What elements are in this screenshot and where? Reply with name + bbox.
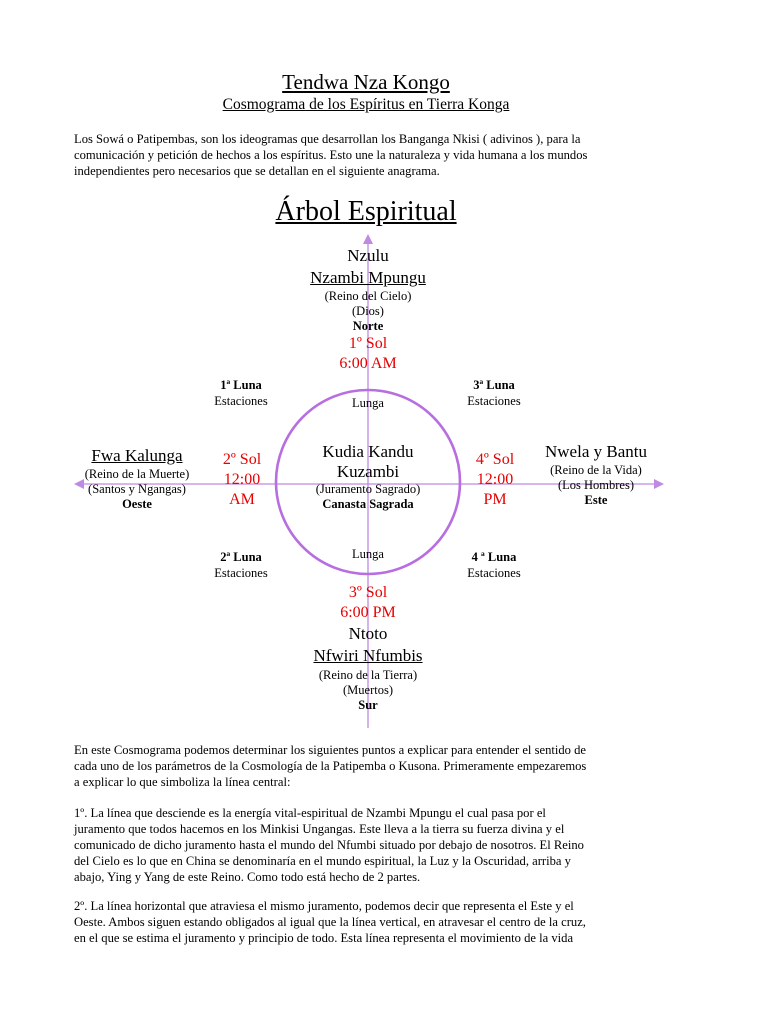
intro-line: comunicación y petición de hechos a los espíritus. Esto une la naturaleza y vida humana a los mundos [74,148,588,162]
body-line: Oeste. Ambos siguen estando obligados al igual que la línea vertical, en atravesar el centro de la cruz, [74,915,586,929]
east-realm-name: Nwela y Bantu [545,442,647,461]
body-line: cada uno de los parámetros de la Cosmología de la Patipemba o Kusona. Primeramente empezaremos [74,759,587,773]
south-sol: 3º Sol [348,584,388,601]
south-direction: Sur [358,698,378,712]
body-line: en el que se estima el juramento y principio de todo. Esta línea representa el movimiento de la vida [74,931,574,945]
page-title: Tendwa Nza Kongo [282,70,450,94]
east-block [545,442,647,508]
south-time: 6:00 PM [340,604,396,621]
body-line: abajo, Ying y Yang de este Reino. Como todo está hecho de 2 partes. [74,870,421,884]
diagram-title: Árbol Espiritual [275,196,457,227]
moon-label: 2ª Luna [220,550,262,564]
seasons-label: Estaciones [467,566,521,580]
south-realm: (Reino de la Tierra) [318,668,418,682]
south-sub: (Muertos) [342,683,393,697]
body-line: juramento que todos hacemos en los Minkisi Ungangas. Este lleva a la tierra su fuerza divina y el [74,822,565,836]
intro-line: Los Sowá o Patipembas, son los ideogramas que desarrollan los Banganga Nkisi ( adivinos ), para la [74,132,581,146]
body-line: 2º. La línea horizontal que atraviesa el mismo juramento, podemos decir que representa el Este y el [74,899,574,913]
west-realm-name: Fwa Kalunga [91,446,183,465]
west-sub: (Santos y Ngangas) [88,482,186,496]
moon-label: 4 ª Luna [471,550,517,564]
west-sol-block [223,450,261,510]
moon-label: 3ª Luna [473,378,515,392]
center-block [316,442,420,512]
north-name: Nzulu [347,246,389,265]
south-block [313,583,422,713]
page-subtitle: Cosmograma de los Espíritus en Tierra Konga [222,96,510,113]
body-line: comunicado de dicho juramento hasta el mundo del Nfumbi situado por debajo de nosotros. El Reino [74,838,584,852]
east-time1: 12:00 [476,471,514,488]
south-name: Ntoto [348,624,388,643]
center-line4: Canasta Sagrada [322,497,414,511]
lunga-bottom-label: Lunga [352,547,384,561]
body-paragraph-3 [74,898,658,946]
body-line: 1º. La línea que desciende es la energía vital-espiritual de Nzambi Mpungu el cual pasa por el [74,806,546,820]
center-line1: Kudia Kandu [322,442,414,461]
moon-se [467,549,520,581]
body-paragraph-1 [74,742,658,790]
east-realm: (Reino de la Vida) [550,463,642,477]
west-time1: 12:00 [223,471,261,488]
east-direction: Este [584,493,608,507]
intro-line: independientes pero necesarios que se detallan en el siguiente anagrama. [74,164,440,178]
north-sub: (Dios) [352,304,384,318]
moon-ne [467,377,520,409]
south-realm-name: Nfwiri Nfumbis [313,646,423,665]
body-line: del Cielo es lo que en China se denominaría en el mundo espiritual, la Luz y la Oscuridad, arriba y [74,854,571,868]
lunga-top-label: Lunga [352,396,384,410]
east-sub: (Los Hombres) [557,478,635,492]
north-sol: 1º Sol [348,335,388,352]
north-realm: (Reino del Cielo) [324,289,412,303]
east-sol: 4º Sol [475,451,515,468]
moon-label: 1ª Luna [220,378,262,392]
west-block [85,446,189,512]
seasons-label: Estaciones [214,566,268,580]
north-time: 6:00 AM [339,355,397,372]
body-line: a explicar lo que simboliza la línea central: [74,775,291,789]
west-direction: Oeste [122,497,152,511]
seasons-label: Estaciones [467,394,521,408]
west-sol: 2º Sol [222,451,262,468]
north-realm-name: Nzambi Mpungu [310,268,426,287]
body-line: En este Cosmograma podemos determinar los siguientes puntos a explicar para entender el sentido de [74,743,586,757]
seasons-label: Estaciones [214,394,268,408]
north-block [310,246,426,374]
west-realm: (Reino de la Muerte) [84,467,190,481]
body-paragraph-2 [74,805,658,885]
center-line3: (Juramento Sagrado) [315,482,421,496]
north-direction: Norte [352,319,384,333]
west-time2: AM [229,491,255,508]
moon-nw [214,377,267,409]
moon-sw [214,549,267,581]
center-line2: Kuzambi [336,462,400,481]
east-time2: PM [483,491,507,508]
east-sol-block [476,450,514,510]
